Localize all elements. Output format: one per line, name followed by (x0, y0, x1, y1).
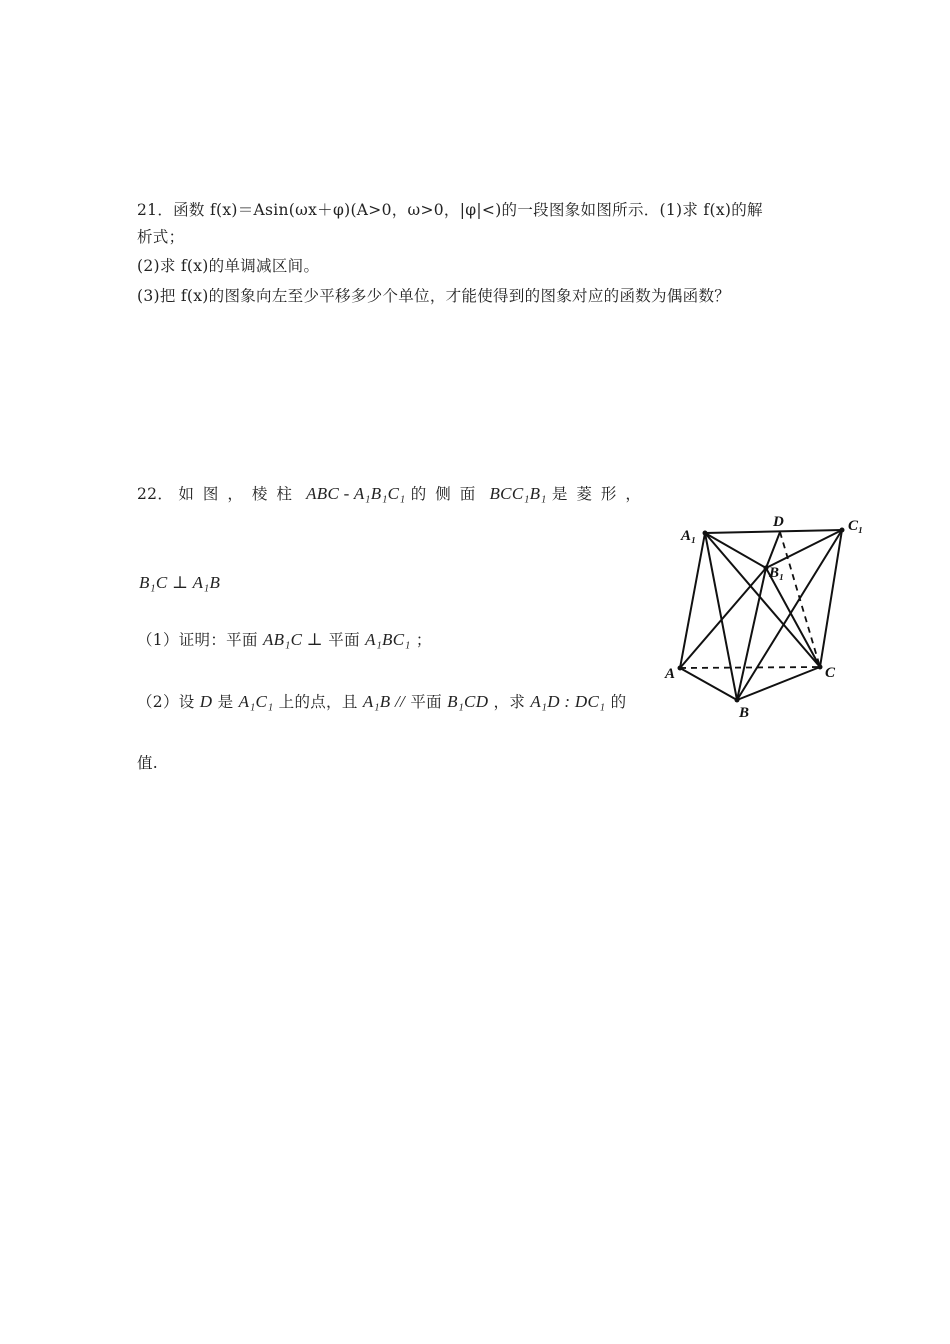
q22-math-face: BCC₁B₁ (489, 484, 547, 503)
q22-math-prism: ABC - A₁B₁C₁ (306, 484, 406, 503)
q22-text-1: 如图，棱柱 (178, 485, 301, 503)
q22-part2-text-1: 是 (217, 693, 234, 711)
q22-part1-label: （1）证明：平面 (137, 631, 258, 649)
q22-last-line: 值. (137, 754, 159, 772)
q22-part2-text-4: ，求 (493, 693, 526, 711)
q21-line-1: 21．函数 f(x)＝Asin(ωx＋φ)(A>0，ω>0，|φ|<)的一段图象如图所示．(1)求 f(x)的解 (137, 201, 763, 219)
q22-part-2 (137, 690, 626, 712)
edge-A1-B1 (705, 533, 766, 568)
edge-A-C-dashed (680, 667, 820, 668)
prism-figure (655, 510, 880, 725)
q21-line-2: 析式； (137, 228, 185, 246)
label-B1: B₁ (769, 565, 785, 581)
edge-A1-C1 (705, 530, 842, 533)
q22-line-1 (137, 482, 650, 504)
edge-A1-A (680, 533, 705, 668)
edge-D-C-dashed (780, 532, 820, 667)
edge-B1-C (766, 568, 820, 667)
q22-part2-math-3: A₁B // (362, 692, 406, 711)
q22-part1-math-2: A₁BC₁ (365, 630, 411, 649)
edge-A-B (680, 668, 737, 700)
q21-line-3: (2)求 f(x)的单调减区间。 (137, 257, 320, 275)
q22-part1-end: ； (415, 631, 432, 649)
q22-part1-text: 平面 (328, 631, 360, 649)
q22-text-3: 是菱形， (551, 485, 650, 503)
q22-part2-label: （2）设 (137, 693, 195, 711)
edge-A-B1 (680, 568, 766, 668)
q22-number: 22． (137, 485, 174, 503)
q21-line-4: (3)把 f(x)的图象向左至少平移多少个单位，才能使得到的图象对应的函数为偶函数？ (137, 287, 731, 305)
label-C: C (825, 665, 836, 681)
q22-part2-math-2: A₁C₁ (238, 692, 274, 711)
label-C1: C₁ (848, 518, 864, 534)
label-A1: A₁ (681, 528, 697, 544)
q22-condition: B₁C ⊥ A₁B (139, 573, 221, 592)
edge-A1-B (705, 533, 737, 700)
edge-C1-C (820, 530, 842, 667)
q22-part2-math-5: A₁D : DC₁ (530, 692, 606, 711)
label-B: B (739, 705, 750, 721)
edge-A1-C (705, 533, 820, 667)
label-D: D (773, 514, 784, 530)
q22-part2-math-4: B₁CD (447, 692, 489, 711)
q22-part1-math-1: AB₁C ⊥ (263, 630, 324, 649)
label-A: A (665, 666, 676, 682)
q22-part2-text-5: 的 (610, 693, 627, 711)
q22-part-1 (137, 628, 432, 650)
q22-text-2: 的侧面 (410, 485, 485, 503)
q22-part2-text-3: 平面 (410, 693, 442, 711)
q22-part2-math-1: D (199, 692, 213, 711)
edge-B-C (737, 667, 820, 700)
q22-part2-text-2: 上的点，且 (278, 693, 358, 711)
